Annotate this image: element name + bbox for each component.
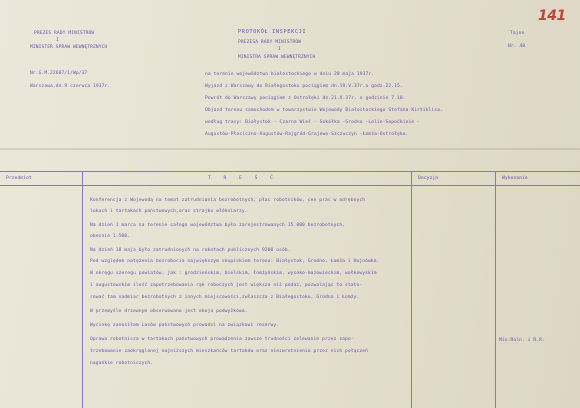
table-header-rule: [0, 185, 580, 186]
secret-label: Tajne: [510, 31, 525, 36]
body-line-10: W przemyśle drzewnym obserwowano jest okoja podwyżkowa.: [90, 309, 248, 314]
intro-line-2: Wyjazd z Warszawy do Białegostoku pociągiem dn.19.V.37r.o godz.22.15.: [205, 84, 403, 89]
paper-fold: [0, 148, 580, 150]
header-left-line-1: PREZES RADY MINISTRÓW: [34, 31, 95, 36]
column-divider-1: [82, 171, 83, 408]
intro-line-6: Augustów-Płociczno-Augustów-Rajgród-Grajewo-Szczuczyn -Łomża-Ostrołęka.: [205, 132, 409, 137]
header-left-line-2: I: [56, 38, 59, 43]
table-top-rule: [0, 171, 580, 172]
body-line-9: rować tam nadmiar bezrobotnych z innych miejscowości,zwłaszcza z Białegostoku, Grodna i Łomży.: [90, 295, 360, 300]
body-line-7: W okręgu szeregu powiatów, jak : grodzieńskim, bielskim, łomżyńskim, wysoko-mazowieckim, wołkowyskim: [90, 271, 377, 276]
column-divider-2: [411, 171, 412, 408]
intro-line-4: Objazd terenu samochodem w towarzystwie Wojewody Białostockiego Stefana Kirtiklisa.: [205, 108, 443, 113]
column-header-decision: Decyzja: [418, 176, 439, 181]
body-line-12: Oprawa robotnicza w tartakach państwowych prowadzenia zawsze trudności zelewanie przez zapo-: [90, 337, 354, 342]
reference-number: Nr.G.M.22687/1/Wp/37: [30, 71, 88, 76]
document-title: PROTOKÓŁ INSPEKCJI: [238, 29, 307, 35]
body-line-14: nagańkie robotniczych.: [90, 361, 154, 366]
page-number: 141: [538, 8, 566, 24]
column-divider-3: [495, 171, 496, 408]
column-header-subject: Przedmiot: [6, 176, 32, 181]
date-place: Warszawa,dn.9 czerwca 1937r.: [30, 84, 111, 89]
header-left-line-3: MINISTER SPRAW WEWNĘTRZNYCH: [30, 45, 108, 50]
body-line-2: lokach i tartakach państwowych,oraz strajku włókniarzy.: [90, 209, 248, 214]
body-line-13: trzebowanie zaokrąglonej najniższych mieszkańców tartaków oraz niezwrotnienia przez nich połączeń: [90, 349, 368, 354]
intro-line-3: Powrót do Warszawy pociągiem z Ostrołęki dn.21.V.37r. o godzinie 7.10.: [205, 96, 406, 101]
body-line-5: Na dzień 18 maja było zatrudnionych na robotach publicznych 9200 osób.: [90, 248, 291, 253]
title-sub-line-3: MINISTRA SPRAW WEWNĘTRZNYCH: [238, 55, 316, 60]
title-sub-line-1: PREZESA RADY MINISTRÓW: [238, 40, 302, 45]
column-header-content: T R E Ś Ć: [208, 176, 278, 181]
execution-note: Min.Roln. i R.R.: [499, 338, 545, 343]
intro-line-1: na terenie województwa białostockiego w dniu 20 maja 1937r.: [205, 72, 375, 77]
intro-line-5: według trasy: Białystok - Czarna Wieś - Sokółka -Grodno -Lelin-Sopoćkinie -: [205, 120, 420, 125]
title-sub-line-2: I: [278, 47, 281, 52]
body-line-4: obecnie 1.500.: [90, 234, 131, 239]
body-line-1: Konferencja z Wojewodą na temat zatrudniania bezrobotnych, płac robotników, cen prac w odrębnych: [90, 198, 366, 203]
secret-number: Nr. 40: [508, 44, 526, 49]
body-line-6: Pod względem natężenia bezrobocia największym skupiskiem terenu: Białystok, Grodno, Łomża i Hajnówka.: [90, 259, 380, 264]
column-header-execution: Wykonanie: [502, 176, 528, 181]
body-line-8: i augustowskim ilość zapotrzebowania rąk roboczych jest większa niż podaż, pozwalając to stato-: [90, 283, 363, 288]
body-line-11: Wycinkę zanosiłam Lasów państwowych prowadzi na związkowi rezerwy.: [90, 323, 280, 328]
body-line-3: Na dzień 1 marca na terenie całego województwa było zarejestrowanych 15.000 bezrobotnych,: [90, 223, 346, 228]
